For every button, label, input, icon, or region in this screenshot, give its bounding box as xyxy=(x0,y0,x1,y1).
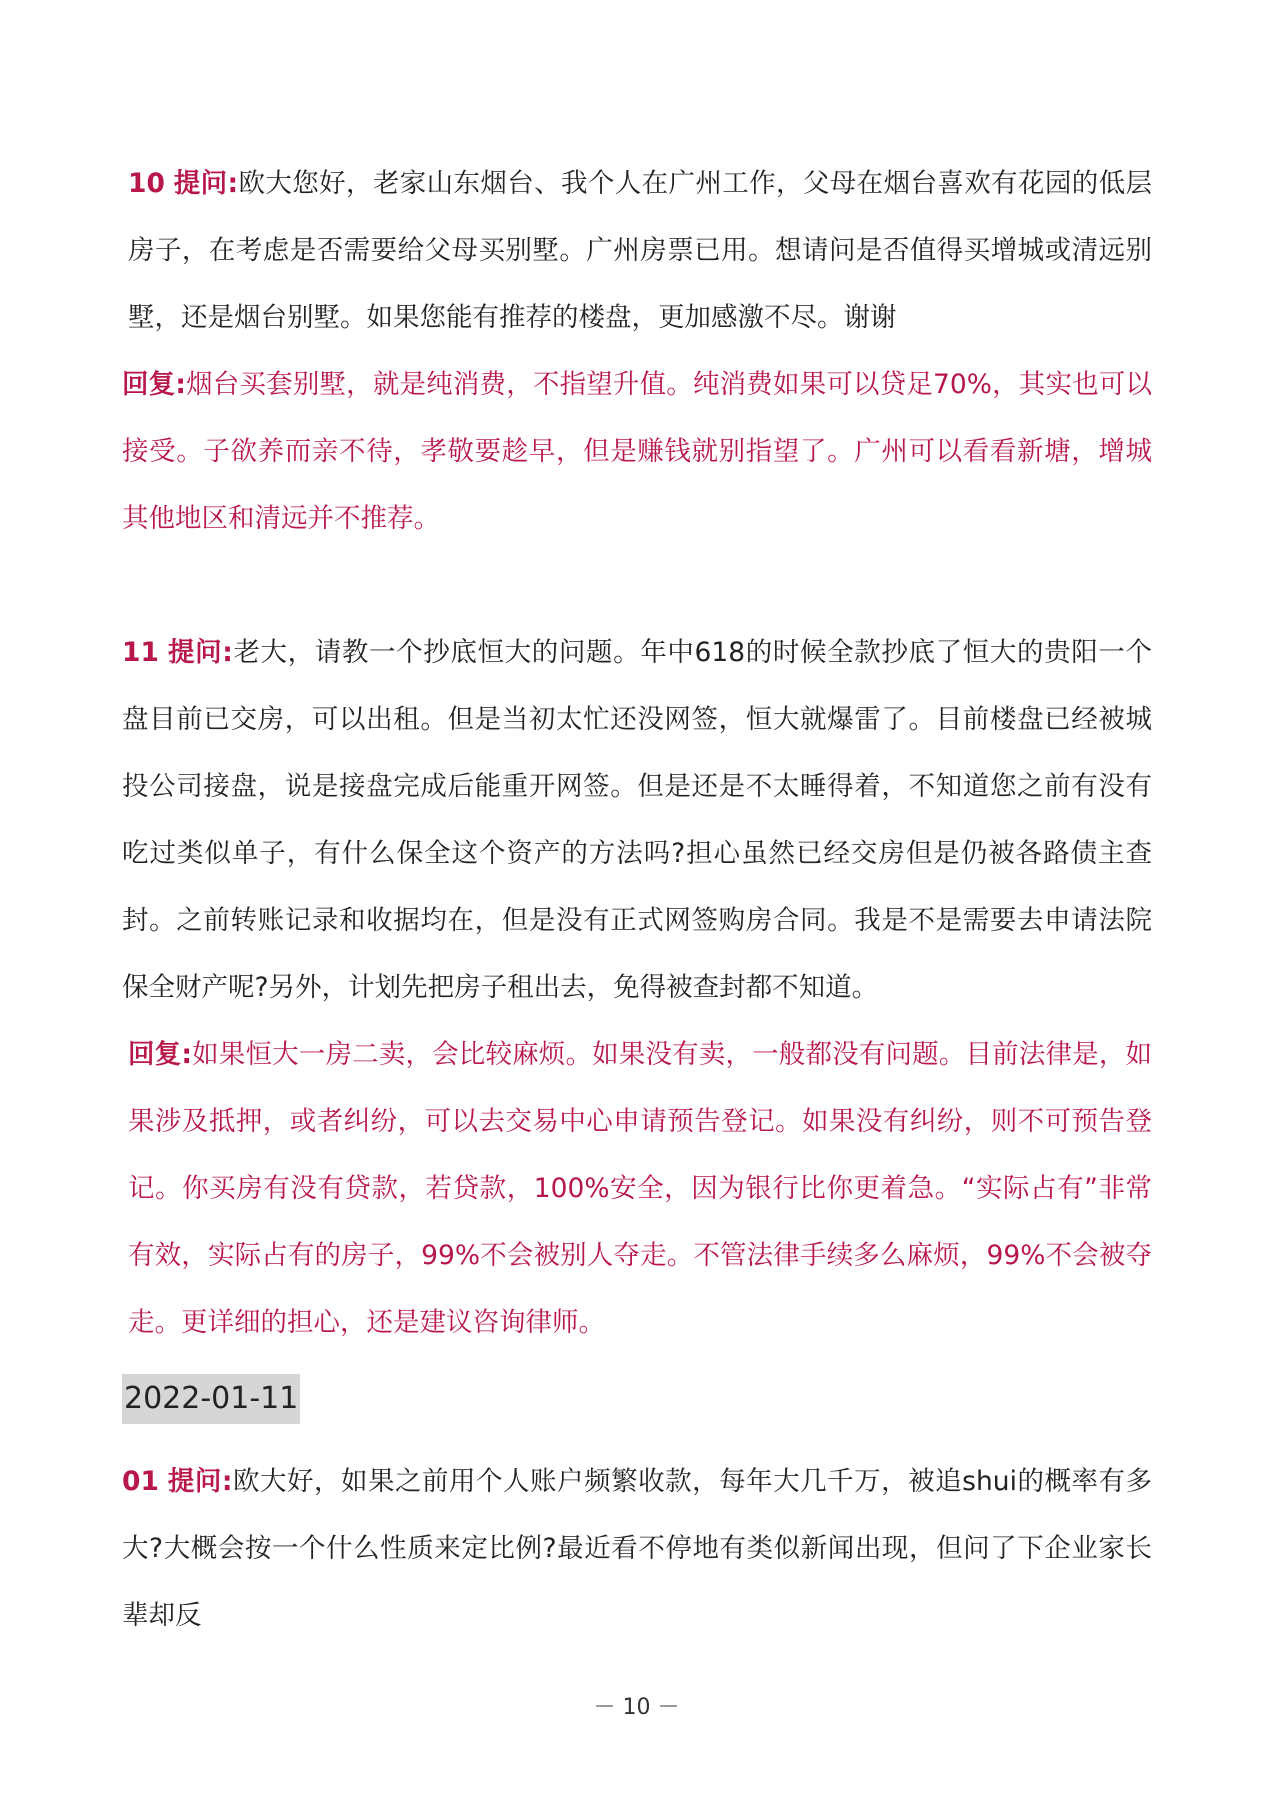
date-heading-wrap xyxy=(122,1356,1152,1448)
question-label: 提问: xyxy=(167,1466,233,1497)
question-text: 欧大好，如果之前用个人账户频繁收款，每年大几千万，被追shui的概率有多大?大概会按一个什么性质来定比例?最近看不停地有类似新闻出现，但问了下企业家长辈却反 xyxy=(122,1466,1152,1631)
question-text: 老大，请教一个抄底恒大的问题。年中618的时候全款抄底了恒大的贵阳一个盘目前已交房，可以出租。但是当初太忙还没网签，恒大就爆雷了。目前楼盘已经被城投公司接盘，说是接盘完成后能重开网签。但是还是不太睡得着，不知道您之前有没有吃过类似单子，有什么保全这个资产的方法吗?担心虽然已经交房但是仍被各路债主查封。之前转账记录和收据均在，但是没有正式网签购房合同。我是不是需要去申请法院保全财产呢?另外，计划先把房子租出去，免得被查封都不知道。 xyxy=(122,637,1152,1003)
page-number: － 10 － xyxy=(593,1695,680,1720)
question-11 xyxy=(122,619,1152,1021)
question-number: 11 xyxy=(122,637,159,668)
spacer xyxy=(122,552,1152,619)
question-label: 提问: xyxy=(167,637,233,668)
reply-text: 如果恒大一房二卖，会比较麻烦。如果没有卖，一般都没有问题。目前法律是，如果涉及抵押，或者纠纷，可以去交易中心申请预告登记。如果没有纠纷，则不可预告登记。你买房有没有贷款，若贷款，100%安全，因为银行比你更着急。“实际占有”非常有效，实际占有的房子，99%不会被别人夺走。不管法律手续多么麻烦，99%不会被夺走。更详细的担心，还是建议咨询律师。 xyxy=(128,1039,1152,1338)
question-10 xyxy=(122,150,1152,351)
question-number: 01 xyxy=(122,1466,159,1497)
date-heading: 2022-01-11 xyxy=(122,1374,300,1424)
question-label: 提问: xyxy=(173,168,239,199)
reply-11 xyxy=(122,1021,1152,1356)
reply-label: 回复: xyxy=(122,369,186,400)
document-page xyxy=(122,150,1152,1649)
question-text: 欧大您好，老家山东烟台、我个人在广州工作，父母在烟台喜欢有花园的低层房子，在考虑是否需要给父母买别墅。广州房票已用。想请问是否值得买增城或清远别墅，还是烟台别墅。如果您能有推荐的楼盘，更加感激不尽。谢谢 xyxy=(128,168,1152,333)
reply-text: 烟台买套别墅，就是纯消费，不指望升值。纯消费如果可以贷足70%，其实也可以接受。子欲养而亲不待，孝敬要趁早，但是赚钱就别指望了。广州可以看看新塘，增城其他地区和清远并不推荐。 xyxy=(122,369,1152,534)
question-01 xyxy=(122,1448,1152,1649)
reply-label: 回复: xyxy=(128,1039,192,1070)
reply-10 xyxy=(122,351,1152,552)
question-number: 10 xyxy=(128,168,165,199)
